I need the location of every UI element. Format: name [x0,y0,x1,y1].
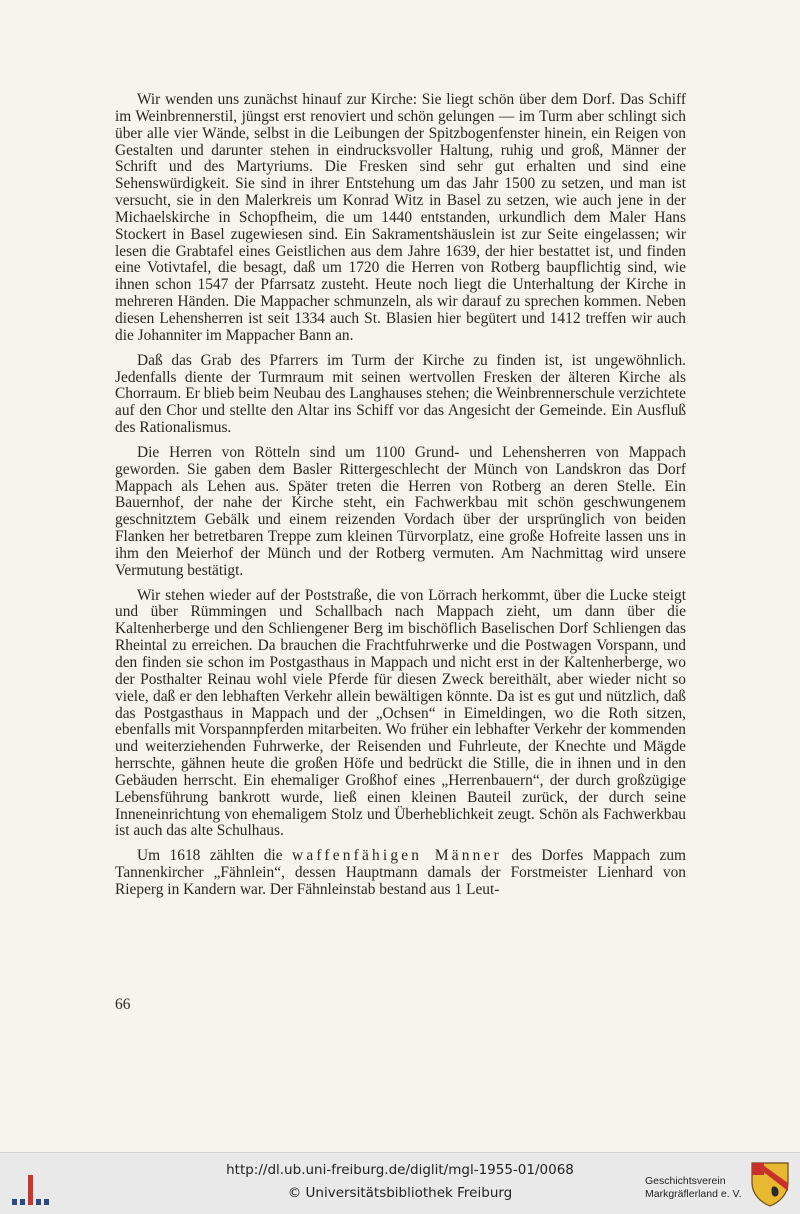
paragraph: Die Herren von Rötteln sind um 1100 Grund- und Lehensherren von Mappach geworden. Sie gaben dem Basler Rittergeschlecht der Münch von Landskron das Dorf Mappach als Lehen aus. Später treten die Herren von Rotberg an deren Stelle. Ein Bauernhof, der nahe der Kirche steht, ein Fachwerkbau mit schön geschwungenem geschnitztem Gebälk und einem reizenden Vordach über der ursprünglich von beiden Flanken her betretbaren Treppe zum kleinen Türvorplatz, eine große Hofreite lassen uns in ihm den Meierhof der Münch und der Rotberg vermuten. Am Nachmittag wird unsere Vermutung bestätigt. [115,443,686,579]
coat-of-arms-icon [750,1161,790,1207]
society-name-line: Geschichtsverein [645,1175,726,1187]
paragraph: Wir wenden uns zunächst hinauf zur Kirche: Sie liegt schön über dem Dorf. Das Schiff im Weinbrennerstil, jüngst erst renoviert und schön gelungen — im Turm aber schlingt sich über alle vier Wände, selbst in die Leibungen der Spitzbogenfenster hinein, ein Reigen von Gestalten und darunter stehen in eindrucksvoller Haltung, ruhig und groß, Männer der Schrift und des Martyriums. Die Fresken sind sehr gut erhalten und sind eine Sehenswürdigkeit. Sie sind in ihrer Entstehung um das Jahr 1500 zu setzen, und man ist versucht, sie in den Malerkreis um Konrad Witz in Basel zu setzen, wie auch jene in der Michaelskirche in Schopfheim, die um 1440 entstanden, urkundlich dem Maler Hans Stockert in Basel zugewiesen sind. Ein Sakramentshäuslein ist zur Seite eingelassen; wir lesen die Grabtafel eines Geistlichen aus dem Jahre 1639, der hier bestattet ist, und finden eine Votivtafel, die besagt, daß um 1720 die Herren von Rotberg baupflichtig sind, wie ihnen schon 1547 der Pfarrsatz zusteht. Heute noch liegt die Unterhaltung der Kirche in mehreren Händen. Die Mappacher schmunzeln, als wir darauf zu sprechen kommen. Neben diesen Lehensherren ist seit 1334 auch St. Blasien hier begütert und 1412 treffen wir auch die Johanniter im Mappacher Bann an. [115,91,686,344]
page-number: 66 [115,996,131,1013]
paragraph: Wir stehen wieder auf der Poststraße, die von Lörrach herkommt, über die Lucke steigt und über Rümmingen und Schallbach nach Mappach zieht, um dann über die Kaltenherberge und den Schliengener Berg im bischöflich Baselischen Dorf Schliengen das Rheintal zu erreichen. Da brauchen die Frachtfuhrwerke und die Postwagen Vorspann, und den finden sie schon im Postgasthaus in Mappach und nicht erst in der Kaltenherberge, wo der Posthalter Reinau wohl viele Pferde für diesen Zweck bereithält, aber wieder nicht so viele, daß er den lebhaften Verkehr allein bewältigen könnte. Da ist es gut und nützlich, daß das Postgasthaus in Mappach und der „Ochsen“ in Eimeldingen, wo die Roth sitzen, ebenfalls mit Vorspannpferden mitarbeiten. Wo früher ein lebhafter Verkehr der kommenden und weiterziehenden Fuhrwerke, der Reisenden und Fuhrleute, der Knechte und Mägde herrschte, gähnen heute die großen Höfe und bedrückt die Stille, die in ihnen und in den Gebäuden herrscht. Ein ehemaliger Großhof eines „Herrenbauern“, der durch großzügige Lebensführung bankrott wurde, ließ einen kleinen Bauteil zurück, der durch seine Inneneinrichtung von ehemaligem Stolz und Überheblichkeit zeugt. Schön als Fachwerkbau ist auch das alte Schulhaus. [115,586,686,840]
spaced-emphasis: waffenfähigen Männer [292,847,502,865]
paragraph: Daß das Grab des Pfarrers im Turm der Kirche zu finden ist, ist ungewöhnlich. Jedenfalls diente der Turmraum mit seinen wertvollen Fresken der älteren Kirche als Chorraum. Er blieb beim Neubau des Langhauses stehen; die Weinbrennerschule verzichtete auf den Chor und stellte den Altar ins Schiff vor das Angesicht der Gemeinde. Ein Ausfluß des Rationalismus. [115,351,686,437]
paragraph-text: des Dorfes Mappach zum Tannenkircher „Fähnlein“, dessen Hauptmann damals der Forstmeister Lienhard von Rieperg in Kandern war. Der Fähnleinstab bestand aus 1 Leut- [115,847,686,898]
society-name [645,1175,742,1201]
copyright-text: © Universitätsbibliothek Freiburg [287,1185,513,1201]
viewer-footer [0,1152,800,1214]
paragraph [115,848,686,899]
society-name-line: Markgräflerland e. V. [645,1188,742,1200]
permalink-url[interactable]: http://dl.ub.uni-freiburg.de/diglit/mgl-1955-01/0068 [226,1162,574,1178]
paragraph-text: Um 1618 zählten die [137,847,292,865]
body-text [115,92,686,907]
